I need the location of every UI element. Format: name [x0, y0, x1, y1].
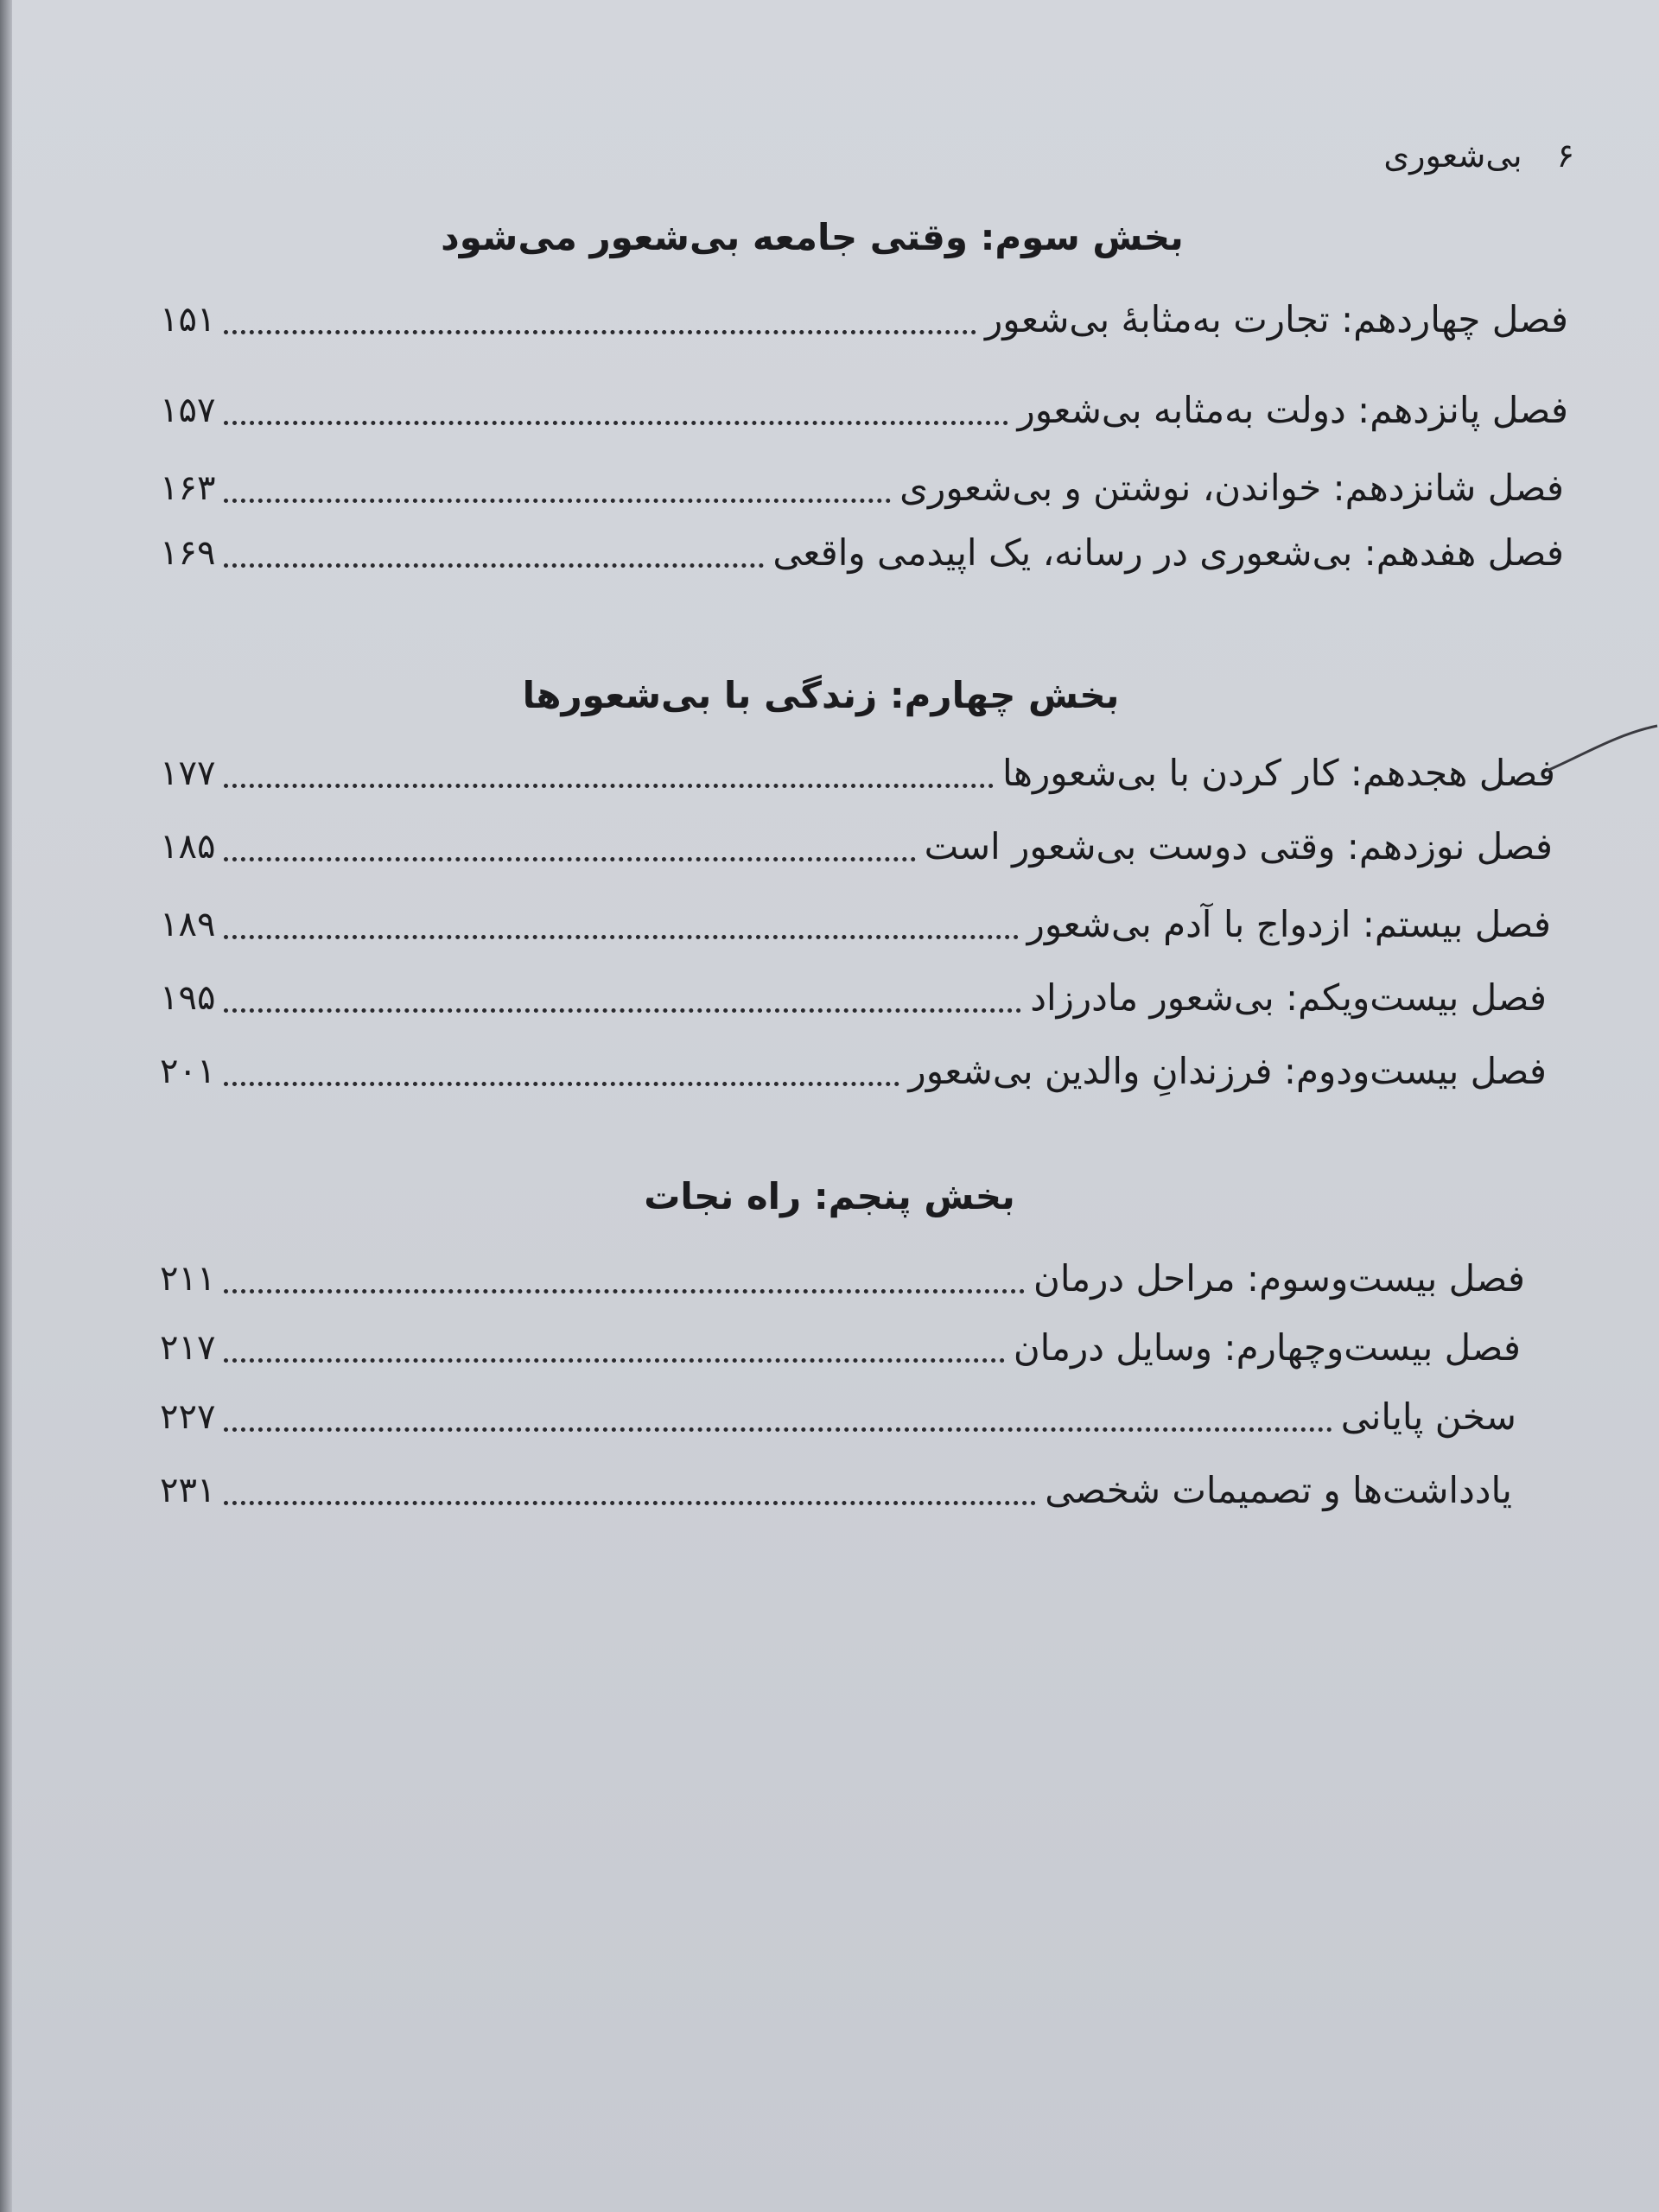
toc-entry[interactable] [160, 1041, 1547, 1102]
toc-entry-page: ۱۵۱ [160, 300, 216, 340]
toc-entry[interactable] [160, 1318, 1521, 1378]
toc-entry-title: یادداشت‌ها و تصمیمات شخصی [1045, 1469, 1512, 1511]
toc-entry-title: فصل بیست‌ودوم: فرزندانِ والدین بی‌شعور [908, 1050, 1547, 1092]
dot-leader [224, 420, 1008, 425]
section-title-part-five: بخش پنجم: راه نجات [644, 1175, 1015, 1217]
dot-leader [224, 1007, 1021, 1013]
dot-leader [224, 783, 994, 788]
toc-entry-title: فصل پانزدهم: دولت به‌مثابه بی‌شعور [1017, 389, 1568, 431]
dot-leader [224, 1288, 1025, 1294]
toc-entry-page: ۱۶۹ [160, 533, 216, 573]
toc-entry[interactable] [160, 380, 1568, 441]
dot-leader [224, 563, 764, 568]
toc-entry[interactable] [160, 289, 1568, 350]
running-title: بی‌شعوری [1383, 137, 1522, 175]
toc-entry[interactable] [160, 743, 1555, 804]
toc-entry-title: فصل بیست‌ویکم: بی‌شعور مادرزاد [1030, 976, 1547, 1019]
dot-leader [224, 934, 1018, 939]
toc-entry[interactable] [160, 817, 1553, 877]
toc-entry-page: ۱۸۹ [160, 905, 216, 944]
pen-mark-stroke [1538, 717, 1659, 778]
toc-entry-title: فصل بیست‌وچهارم: وسایل درمان [1013, 1326, 1521, 1369]
toc-entry[interactable] [160, 523, 1564, 583]
toc-entry[interactable] [160, 1460, 1512, 1521]
toc-entry-title: فصل بیست‌وسوم: مراحل درمان [1033, 1257, 1525, 1300]
dot-leader [224, 1500, 1036, 1505]
toc-entry-page: ۲۱۱ [160, 1259, 216, 1299]
dot-leader [224, 1427, 1332, 1432]
dot-leader [224, 1357, 1004, 1363]
toc-entry[interactable] [160, 1387, 1516, 1447]
toc-entry-title: فصل بیستم: ازدواج با آدم بی‌شعور [1027, 903, 1551, 945]
toc-entry-page: ۱۸۵ [160, 827, 216, 867]
toc-entry-page: ۲۳۱ [160, 1471, 216, 1510]
toc-entry-page: ۲۱۷ [160, 1328, 216, 1368]
section-title-part-three: بخش سوم: وقتی جامعه بی‌شعور می‌شود [441, 216, 1184, 258]
toc-entry-title: فصل هجدهم: کار کردن با بی‌شعورها [1002, 752, 1555, 794]
toc-entry-title: فصل هفدهم: بی‌شعوری در رسانه، یک اپیدمی واقعی [772, 531, 1564, 574]
section-title-part-four: بخش چهارم: زندگی با بی‌شعورها [522, 674, 1120, 716]
toc-entry[interactable] [160, 1249, 1525, 1309]
dot-leader [224, 1081, 899, 1086]
toc-entry-title: فصل شانزدهم: خواندن، نوشتن و بی‌شعوری [899, 467, 1564, 509]
toc-entry-page: ۱۶۳ [160, 468, 216, 508]
toc-entry-page: ۱۹۵ [160, 978, 216, 1018]
toc-entry-page: ۲۲۷ [160, 1397, 216, 1437]
toc-entry-title: فصل چهاردهم: تجارت به‌مثابهٔ بی‌شعور [985, 298, 1568, 340]
dot-leader [224, 856, 915, 861]
toc-entry-page: ۲۰۱ [160, 1052, 216, 1091]
toc-entry-title: سخن پایانی [1340, 1395, 1516, 1438]
dot-leader [224, 498, 891, 503]
toc-entry-title: فصل نوزدهم: وقتی دوست بی‌شعور است [924, 825, 1553, 868]
page-number: ۶ [1556, 137, 1574, 175]
toc-entry[interactable] [160, 458, 1564, 518]
toc-entry[interactable] [160, 894, 1551, 955]
dot-leader [224, 329, 976, 334]
toc-entry-page: ۱۵۷ [160, 391, 216, 430]
toc-entry-page: ۱۷۷ [160, 753, 216, 793]
toc-entry[interactable] [160, 968, 1547, 1028]
